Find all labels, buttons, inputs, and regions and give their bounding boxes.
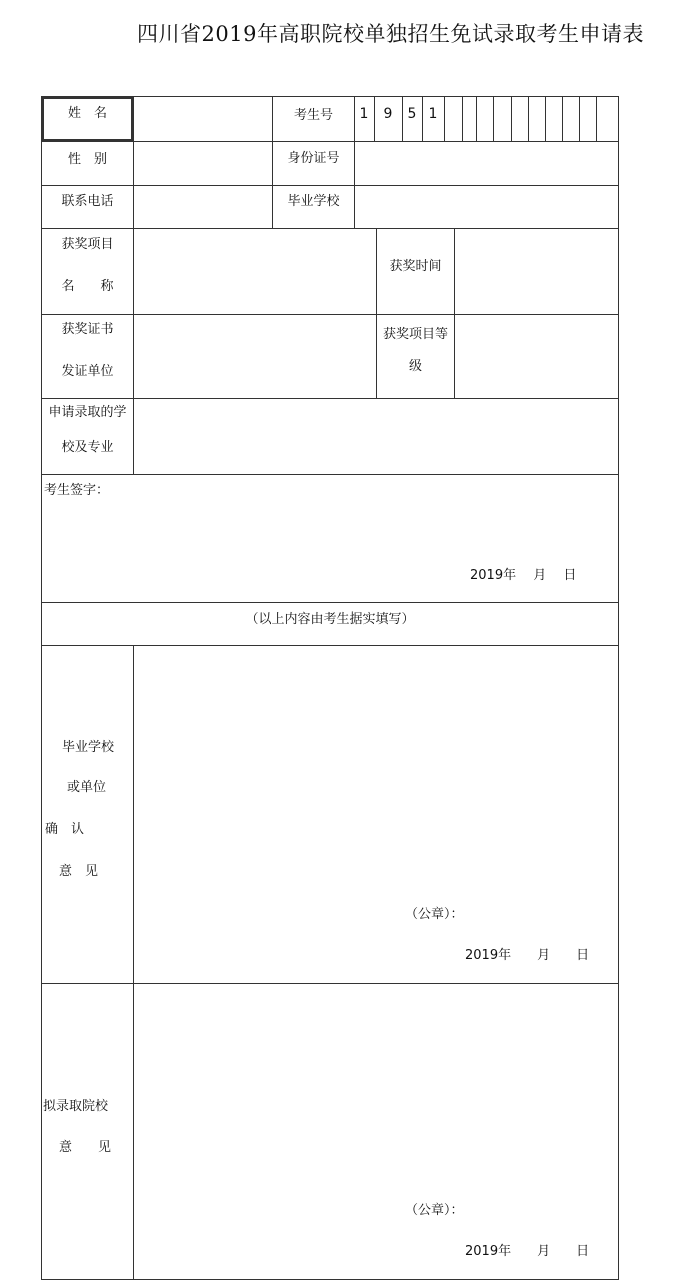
award-name-label-line2: 名 称 (61, 279, 114, 294)
digit-divider (562, 96, 563, 141)
graduate-school-input[interactable] (356, 187, 618, 227)
form-title: 四川省2019年高职院校单独招生免试录取考生申请表 (137, 22, 644, 46)
id-number-label: 身份证号 (287, 151, 340, 166)
column-divider (454, 228, 455, 398)
apply-label-line2: 校及专业 (61, 440, 114, 455)
award-level-label-line1: 获奖项目等 (382, 327, 448, 342)
id-number-input[interactable] (356, 143, 618, 184)
exam-number-digit[interactable]: 5 (407, 106, 417, 122)
digit-divider (374, 96, 375, 141)
name-label: 姓 名 (67, 106, 107, 121)
gender-label: 性 别 (67, 152, 107, 167)
grad-confirm-opinion-area[interactable] (135, 647, 618, 897)
admit-seal: （公章）： (405, 1203, 464, 1218)
row-divider (41, 141, 619, 142)
digit-divider (444, 96, 445, 141)
exam-number-digit[interactable]: 9 (383, 106, 393, 122)
column-divider (354, 96, 355, 228)
row-divider (41, 983, 619, 984)
signature-area[interactable] (44, 504, 616, 560)
award-time-label: 获奖时间 (389, 259, 442, 274)
exam-number-digit[interactable]: 1 (359, 106, 369, 122)
column-divider (133, 645, 134, 1280)
admit-date: 2019年 月 日 (465, 1244, 590, 1259)
signature-label: 考生签字： (44, 483, 110, 498)
apply-label-line1: 申请录取的学 (48, 405, 127, 420)
signature-date: 2019年 月 日 (470, 568, 577, 583)
fill-note: （以上内容由考生据实填写） (245, 612, 415, 627)
award-cert-label-line1: 获奖证书 (61, 322, 114, 337)
digit-divider (402, 96, 403, 141)
apply-school-major-input[interactable] (135, 400, 618, 473)
row-divider (41, 398, 619, 399)
phone-input[interactable] (135, 187, 271, 227)
award-time-input[interactable] (456, 230, 618, 313)
grad-confirm-label-line2: 或单位 (67, 780, 107, 795)
award-cert-label-line2: 发证单位 (61, 364, 114, 379)
row-divider (41, 314, 619, 315)
name-input[interactable] (135, 98, 271, 140)
grad-confirm-date: 2019年 月 日 (465, 948, 590, 963)
admit-label-line1: 拟录取院校 (43, 1099, 109, 1114)
digit-divider (579, 96, 580, 141)
digit-divider (422, 96, 423, 141)
column-divider (133, 96, 134, 474)
admit-label-line2: 意 见 (59, 1140, 112, 1155)
digit-divider (493, 96, 494, 141)
digit-divider (545, 96, 546, 141)
digit-divider (528, 96, 529, 141)
row-divider (41, 228, 619, 229)
grad-confirm-label-line3: 确 认 (45, 822, 85, 837)
digit-divider (511, 96, 512, 141)
row-divider (41, 602, 619, 603)
grad-confirm-label-line4: 意 见 (59, 864, 99, 879)
exam-number-digit[interactable]: 1 (428, 106, 438, 122)
admit-opinion-area[interactable] (135, 985, 618, 1195)
row-divider (41, 474, 619, 475)
digit-divider (462, 96, 463, 141)
row-divider (41, 185, 619, 186)
digit-divider (476, 96, 477, 141)
phone-label: 联系电话 (61, 194, 114, 209)
gender-input[interactable] (135, 143, 271, 184)
digit-divider (596, 96, 597, 141)
grad-confirm-label-line1: 毕业学校 (62, 740, 115, 755)
grad-confirm-seal: （公章）： (405, 907, 464, 922)
row-divider (41, 645, 619, 646)
award-level-input[interactable] (456, 316, 618, 397)
exam-number-label: 考生号 (293, 108, 333, 123)
award-level-label-line2: 级 (408, 359, 422, 374)
award-name-input[interactable] (135, 230, 375, 313)
award-name-label-line1: 获奖项目 (61, 237, 114, 252)
award-cert-issuer-input[interactable] (135, 316, 375, 397)
graduate-school-label: 毕业学校 (287, 194, 340, 209)
